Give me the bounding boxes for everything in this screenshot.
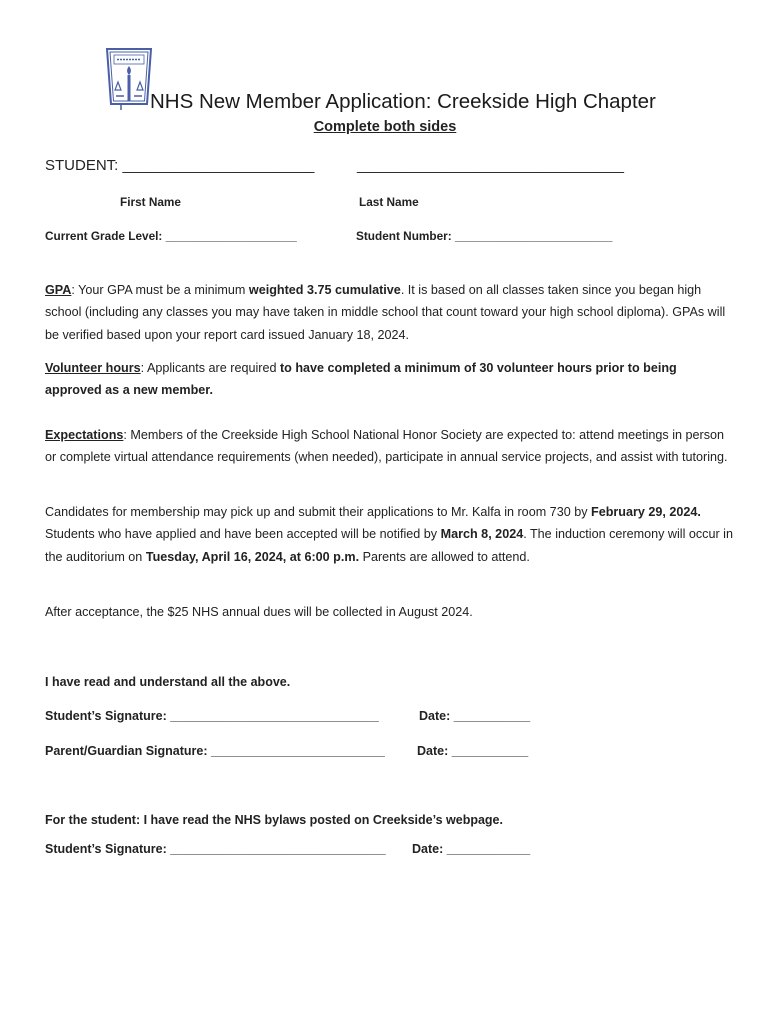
- student-first-name-field[interactable]: STUDENT: _______________________: [45, 157, 315, 174]
- bylaws-date-field[interactable]: Date: ____________: [412, 842, 531, 856]
- expectations-paragraph: [45, 424, 735, 469]
- bylaws-statement: For the student: I have read the NHS bylaws posted on Creekside’s webpage.: [45, 813, 503, 827]
- page-subtitle: Complete both sides: [313, 119, 457, 135]
- candidates-text-2: Students who have applied and have been accepted will be notified by: [45, 527, 441, 542]
- gpa-heading: GPA: [45, 283, 72, 297]
- last-name-caption: Last Name: [359, 195, 419, 209]
- expectations-heading: Expectations: [45, 428, 124, 442]
- volunteer-text-1: : Applicants are required: [140, 361, 280, 375]
- student-number-field[interactable]: Student Number: ________________________: [356, 229, 613, 243]
- nhs-logo-icon: [104, 46, 154, 112]
- candidates-text-3: . The induction ceremony will occur in the auditorium on: [45, 527, 733, 564]
- parent-date-field[interactable]: Date: ___________: [417, 744, 529, 758]
- dues-paragraph: After acceptance, the $25 NHS annual dues will be collected in August 2024.: [45, 605, 473, 619]
- student-last-name-field[interactable]: ________________________________: [357, 157, 624, 174]
- first-name-caption: First Name: [120, 195, 181, 209]
- candidates-paragraph: [45, 501, 735, 568]
- induction-date: Tuesday, April 16, 2024, at 6:00 p.m.: [145, 549, 360, 564]
- candidates-text-1: Candidates for membership may pick up and submit their applications to Mr. Kalfa in room 730 by: [45, 505, 591, 519]
- expectations-text: : Members of the Creekside High School National Honor Society are expected to: attend meetings in person or complete virtual attendance requirements (when needed), participate in annual service projects, and assist with tutoring.: [45, 428, 728, 465]
- page-title: NHS New Member Application: Creekside High Chapter: [150, 90, 656, 113]
- grade-level-field[interactable]: Current Grade Level: ____________________: [45, 229, 297, 243]
- student-signature-field[interactable]: Student’s Signature: ______________________________: [45, 709, 379, 723]
- bylaws-signature-field[interactable]: Student’s Signature: _______________________________: [45, 842, 386, 856]
- notification-date: March 8, 2024: [440, 527, 524, 542]
- candidates-text-4: Parents are allowed to attend.: [359, 549, 530, 564]
- student-date-field[interactable]: Date: ___________: [419, 709, 531, 723]
- gpa-text-1: : Your GPA must be a minimum: [71, 283, 249, 297]
- volunteer-heading: Volunteer hours: [45, 361, 141, 375]
- gpa-text-2: . It is based on all classes taken since you began high school (including any classes you may have taken in middle school that count toward your high school diploma). GPAs will be verified based upon your report card issued January 18, 2024.: [45, 283, 726, 342]
- submission-deadline: February 29, 2024.: [591, 505, 701, 519]
- volunteer-requirement: to have completed a minimum of 30 volunteer hours prior to being approved as a new member.: [45, 361, 677, 398]
- volunteer-paragraph: [45, 357, 735, 402]
- acknowledgement-statement: I have read and understand all the above.: [45, 675, 291, 689]
- parent-signature-field[interactable]: Parent/Guardian Signature: _________________________: [45, 744, 385, 758]
- gpa-paragraph: [45, 279, 735, 346]
- gpa-requirement: weighted 3.75 cumulative: [248, 283, 401, 297]
